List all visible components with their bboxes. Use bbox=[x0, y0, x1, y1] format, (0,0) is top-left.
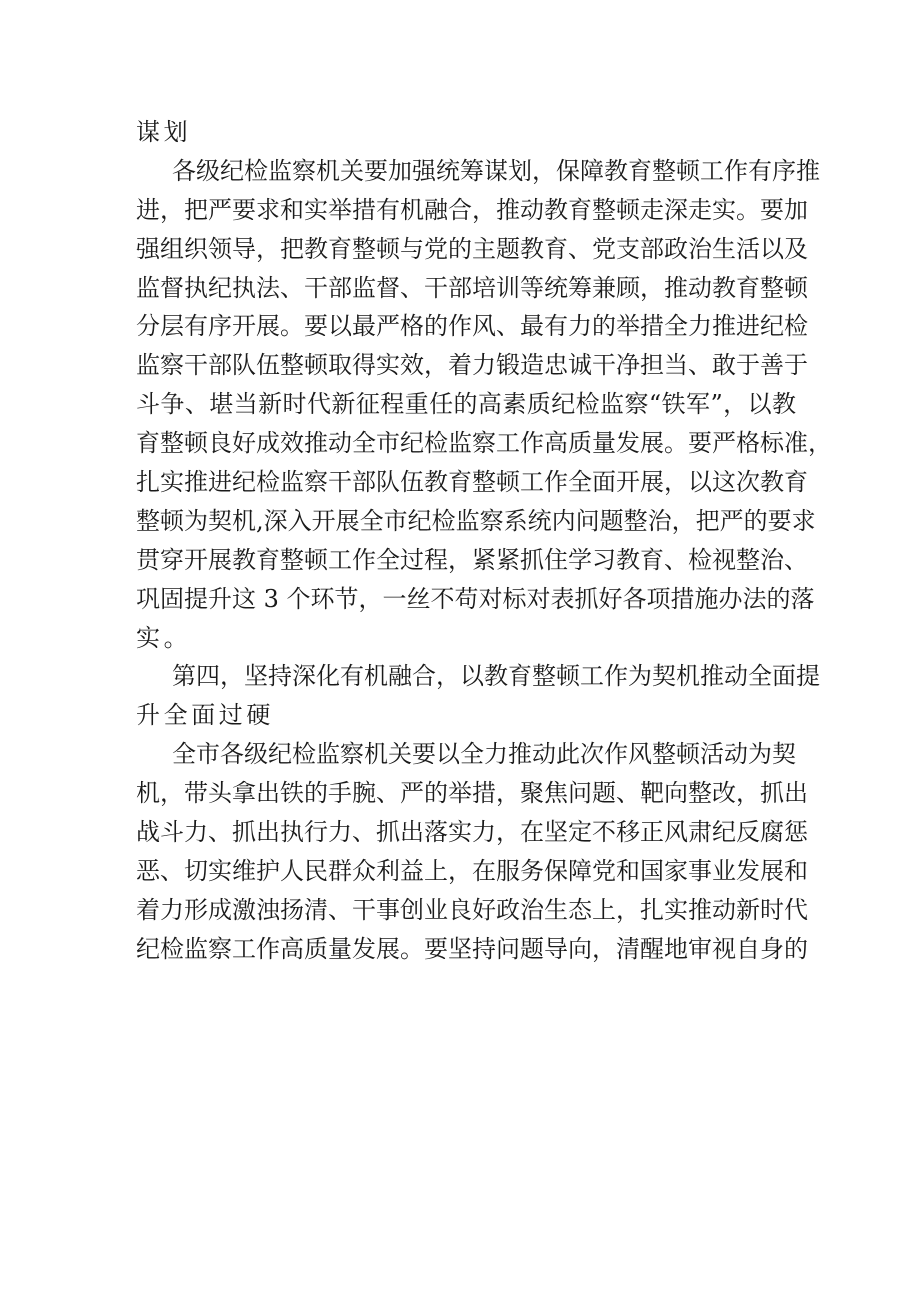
text-line: 恶、切实维护人民群众利益上，在服务保障党和国家事业发展和 bbox=[136, 856, 808, 885]
text-line: 战斗力、抓出执行力、抓出落实力，在坚定不移正风肃纪反腐惩 bbox=[136, 818, 808, 847]
text-line: 进，把严要求和实举措有机融合，推动教育整顿走深走实。要加 bbox=[136, 195, 808, 224]
text-line: 机，带头拿出铁的手腕、严的举措，聚焦问题、靶向整改，抓出 bbox=[136, 779, 808, 808]
document-body bbox=[136, 113, 832, 969]
text-line: 纪检监察工作高质量发展。要坚持问题导向，清醒地审视自身的 bbox=[136, 934, 808, 963]
text-line: 扎实推进纪检监察干部队伍教育整顿工作全面开展，以这次教育 bbox=[136, 468, 808, 497]
section-heading-line: 第四，坚持深化有机融合，以教育整顿工作为契机推动全面提 bbox=[172, 662, 820, 691]
text-line: 巩固提升这 3 个环节，一丝不苟对标对表抓好各项措施办法的落 bbox=[136, 584, 815, 613]
text-line: 谋划 bbox=[136, 118, 192, 146]
text-line: 实。 bbox=[136, 623, 192, 652]
text-line: 育整顿良好成效推动全市纪检监察工作高质量发展。要严格标准， bbox=[136, 429, 832, 458]
text-line: 分层有序开展。要以最严格的作风、最有力的举措全力推进纪检 bbox=[136, 312, 808, 341]
text-line: 着力形成激浊扬清、干事创业良好政治生态上，扎实推动新时代 bbox=[136, 895, 808, 924]
text-line: 监督执纪执法、干部监督、干部培训等统筹兼顾，推动教育整顿 bbox=[136, 273, 808, 302]
section-heading-line: 升全面过硬 bbox=[136, 701, 274, 730]
text-line: 斗争、堪当新时代新征程重任的高素质纪检监察“铁军”，以教 bbox=[136, 390, 796, 419]
paragraph-start-line: 全市各级纪检监察机关要以全力推动此次作风整顿活动为契 bbox=[172, 740, 796, 769]
text-line: 强组织领导，把教育整顿与党的主题教育、党支部政治生活以及 bbox=[136, 234, 808, 263]
paragraph-start-line: 各级纪检监察机关要加强统筹谋划，保障教育整顿工作有序推 bbox=[172, 156, 820, 185]
text-line: 整顿为契机,深入开展全市纪检监察系统内问题整治，把严的要求 bbox=[136, 506, 816, 535]
text-line: 监察干部队伍整顿取得实效，着力锻造忠诚干净担当、敢于善于 bbox=[136, 351, 808, 380]
text-line: 贯穿开展教育整顿工作全过程，紧紧抓住学习教育、检视整治、 bbox=[136, 545, 808, 574]
